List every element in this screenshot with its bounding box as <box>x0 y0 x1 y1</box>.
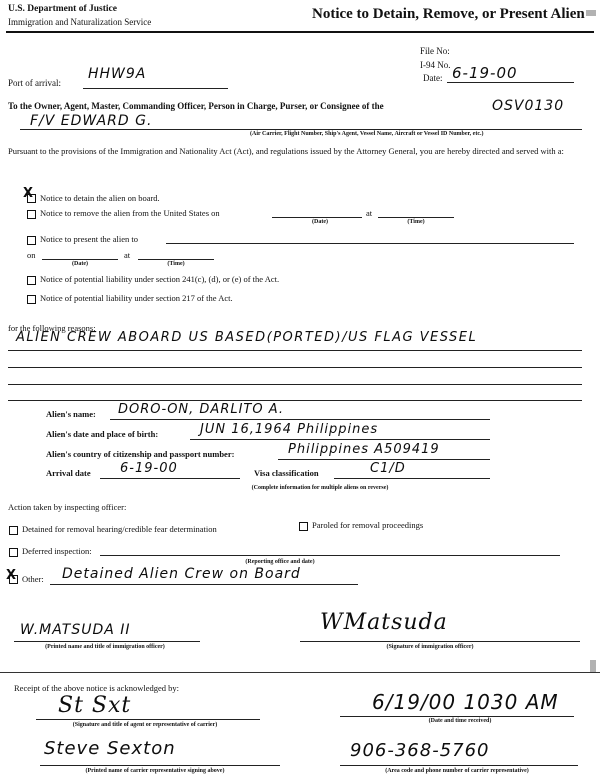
detain-check-mark: X <box>23 186 35 201</box>
alien-birth-value[interactable]: JUN 16,1964 Philippines <box>200 422 379 437</box>
liability-241-checkbox[interactable] <box>27 276 36 285</box>
receipt-signature-line <box>36 719 260 720</box>
action-label: Action taken by inspecting officer: <box>8 502 127 512</box>
visa-label: Visa classification <box>254 468 319 478</box>
present-date-field[interactable] <box>42 259 118 260</box>
present-time-field[interactable] <box>138 259 214 260</box>
multiple-aliens-note: (Complete information for multiple aliens on reverse) <box>251 485 389 491</box>
remove-time-caption: (Time) <box>407 219 425 225</box>
reasons-line-3 <box>8 384 582 385</box>
receipt-label: Receipt of the above notice is acknowledged by: <box>14 683 179 693</box>
present-at-label: at <box>124 250 131 260</box>
liability-217-label: Notice of potential liability under section 217 of the Act. <box>40 293 233 303</box>
carrier-rep-name[interactable]: Steve Sexton <box>44 738 176 759</box>
date-value[interactable]: 6-19-00 <box>452 64 518 82</box>
file-no-label: File No: <box>420 46 450 56</box>
alien-citizenship-value[interactable]: Philippines A509419 <box>288 442 440 457</box>
scan-artifact <box>586 10 596 16</box>
remove-checkbox[interactable] <box>27 210 36 219</box>
receipt-date-caption: (Date and time received) <box>428 718 492 724</box>
present-option-label: Notice to present the alien to <box>40 234 138 244</box>
remove-date-field[interactable] <box>272 217 362 218</box>
present-checkbox[interactable] <box>27 236 36 245</box>
i94-label: I-94 No. <box>420 60 451 70</box>
paroled-label: Paroled for removal proceedings <box>312 520 424 530</box>
other-label: Other: <box>22 574 44 584</box>
alien-birth-label: Alien's date and place of birth: <box>46 429 159 439</box>
carrier-phone-line <box>340 765 578 766</box>
other-value[interactable]: Detained Alien Crew on Board <box>62 566 301 582</box>
carrier-rep-line <box>40 765 280 766</box>
reasons-label: for the following reasons: <box>8 323 96 333</box>
header-divider <box>6 31 594 33</box>
scan-artifact <box>590 660 596 672</box>
reasons-line-2 <box>8 367 582 368</box>
liability-241-label: Notice of potential liability under section 241(c), (d), or (e) of the Act. <box>40 274 280 284</box>
present-time-caption: (Time) <box>167 261 185 267</box>
receipt-date-line <box>340 716 574 717</box>
officer-name-caption: (Printed name and title of immigration officer) <box>45 644 165 650</box>
present-date-caption: (Date) <box>72 261 88 267</box>
arrival-date-value[interactable]: 6-19-00 <box>120 461 178 476</box>
remove-time-field[interactable] <box>378 217 454 218</box>
alien-name-underline <box>110 419 490 420</box>
reasons-value[interactable]: ALIEN CREW ABOARD US BASED(PORTED)/US FLAG VESSEL <box>16 330 478 345</box>
department-name: U.S. Department of Justice <box>8 4 117 14</box>
receipt-divider <box>0 672 600 673</box>
reporting-office-caption: (Reporting office and date) <box>245 559 315 565</box>
visa-underline <box>334 478 490 479</box>
present-on-label: on <box>27 250 36 260</box>
officer-signature[interactable]: WMatsuda <box>320 610 448 635</box>
officer-signature-caption: (Signature of immigration officer) <box>386 644 474 650</box>
alien-name-label: Alien's name: <box>46 409 96 419</box>
other-underline <box>50 584 358 585</box>
port-underline <box>83 88 228 89</box>
detained-removal-label: Detained for removal hearing/credible fear determination <box>22 524 217 534</box>
arrival-date-underline <box>100 478 240 479</box>
paroled-checkbox[interactable] <box>299 522 308 531</box>
alien-citizenship-label: Alien's country of citizenship and passport number: <box>46 449 235 459</box>
deferred-field[interactable] <box>100 555 560 556</box>
date-underline <box>447 82 574 83</box>
port-label: Port of arrival: <box>8 78 61 88</box>
addressee-caption: (Air Carrier, Flight Number, Ship's Agent, Vessel Name, Aircraft or Vessel ID Number, etc.) <box>250 131 484 137</box>
alien-name-value[interactable]: DORO-ON, DARLITO A. <box>118 402 285 417</box>
liability-217-checkbox[interactable] <box>27 295 36 304</box>
remove-at-label: at <box>366 208 373 218</box>
officer-printed-name[interactable]: W.MATSUDA II <box>20 622 131 638</box>
present-to-field[interactable] <box>166 243 574 244</box>
port-value[interactable]: HHW9A <box>88 66 147 82</box>
remove-option-label: Notice to remove the alien from the United States on <box>40 208 220 218</box>
intro-text: Pursuant to the provisions of the Immigration and Nationality Act (Act), and regulations issued by the Attorney General, you are hereby directed and served with a: <box>8 146 564 156</box>
officer-signature-line <box>300 641 580 642</box>
other-check-mark: X <box>6 568 18 583</box>
carrier-rep-caption: (Printed name of carrier representative signing above) <box>85 768 225 774</box>
detained-removal-checkbox[interactable] <box>9 526 18 535</box>
vessel-id-value[interactable]: OSV0130 <box>492 98 565 114</box>
carrier-phone[interactable]: 906-368-5760 <box>350 740 490 761</box>
alien-birth-underline <box>190 439 490 440</box>
addressee-underline <box>20 129 582 130</box>
carrier-phone-caption: (Area code and phone number of carrier representative) <box>385 768 529 774</box>
detain-option-label: Notice to detain the alien on board. <box>40 193 160 203</box>
form-title: Notice to Detain, Remove, or Present Alien <box>312 6 585 22</box>
deferred-checkbox[interactable] <box>9 548 18 557</box>
date-label: Date: <box>423 73 443 83</box>
addressee-value[interactable]: F/V EDWARD G. <box>30 113 153 129</box>
receipt-signature-caption: (Signature and title of agent or representative of carrier) <box>72 722 218 728</box>
deferred-label: Deferred inspection: <box>22 546 92 556</box>
reasons-line-1 <box>8 350 582 351</box>
receipt-signature[interactable]: St Sxt <box>58 693 132 718</box>
alien-citizenship-underline <box>278 459 490 460</box>
officer-name-line <box>14 641 200 642</box>
reasons-line-4 <box>8 400 582 401</box>
arrival-date-label: Arrival date <box>46 468 91 478</box>
visa-value[interactable]: C1/D <box>370 461 406 476</box>
receipt-date-time[interactable]: 6/19/00 1030 AM <box>372 690 559 714</box>
service-name: Immigration and Naturalization Service <box>8 17 152 27</box>
addressee-label: To the Owner, Agent, Master, Commanding Officer, Person in Charge, Purser, or Consignee of the <box>8 101 384 111</box>
remove-date-caption: (Date) <box>312 219 328 225</box>
